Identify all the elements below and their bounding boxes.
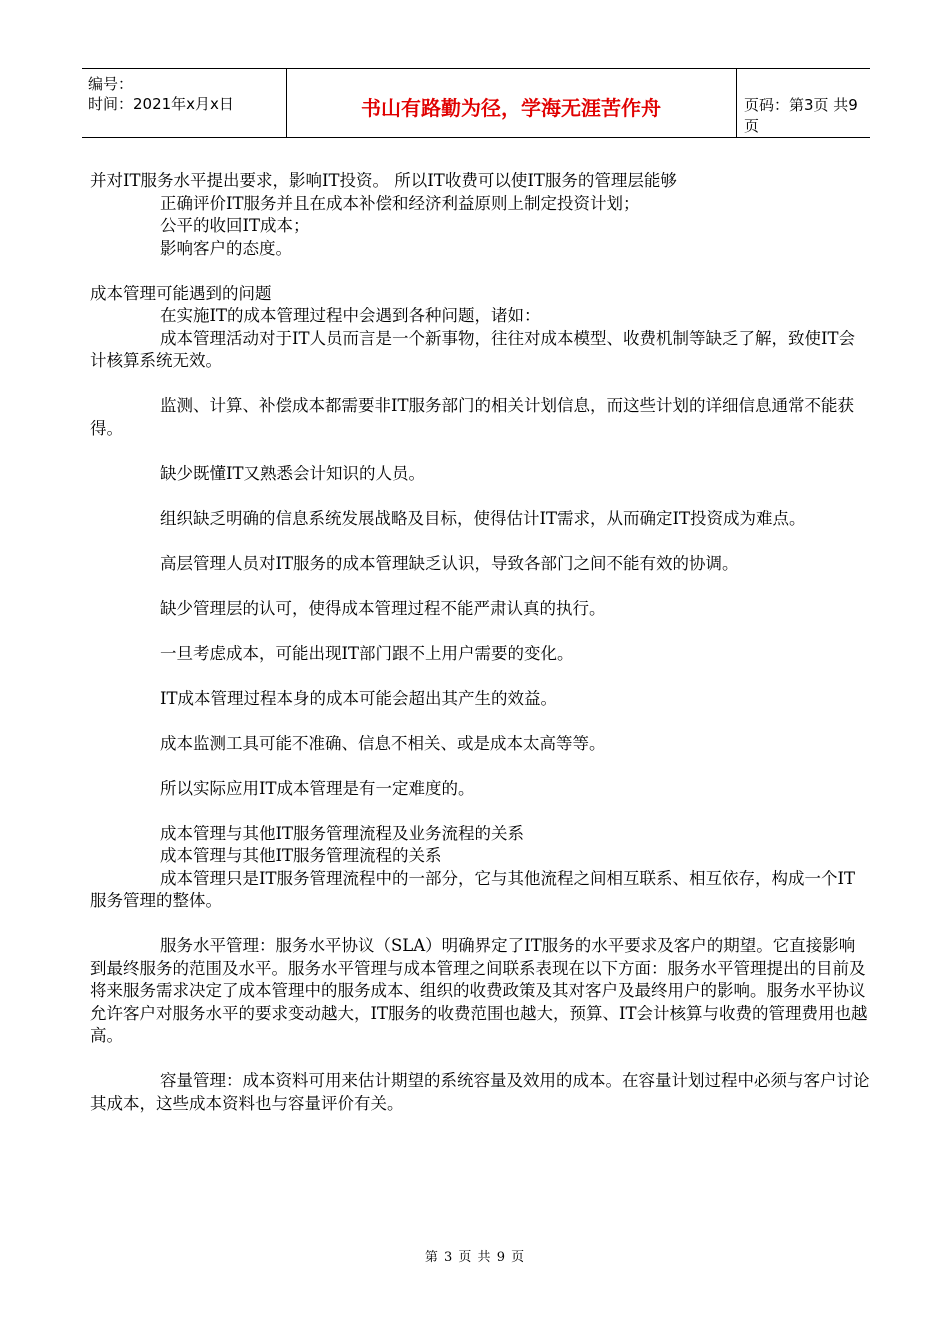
- paragraph: 容量管理：成本资料可用来估计期望的系统容量及效用的成本。在容量计划过程中必须与客户讨论其成本，这些成本资料也与容量评价有关。: [90, 1071, 870, 1113]
- paragraph: 成本监测工具可能不准确、信息不相关、或是成本太高等等。: [160, 733, 606, 753]
- paragraph: 成本管理只是IT服务管理流程中的一部分，它与其他流程之间相互联系、相互依存，构成一个IT服务管理的整体。: [90, 868, 856, 910]
- header-table: [82, 68, 870, 138]
- paragraph: 影响客户的态度。: [160, 238, 292, 258]
- paragraph: 正确评价IT服务并且在成本补偿和经济利益原则上制定投资计划；: [160, 193, 640, 213]
- paragraph: 一旦考虑成本，可能出现IT部门跟不上用户需要的变化。: [160, 643, 574, 663]
- header-left-cell: [82, 69, 287, 137]
- paragraph: 高层管理人员对IT服务的成本管理缺乏认识，导致各部门之间不能有效的协调。: [160, 553, 739, 573]
- paragraph: IT成本管理过程本身的成本可能会超出其产生的效益。: [160, 688, 558, 708]
- motto-text: 书山有路勤为径，学海无涯苦作舟: [361, 96, 661, 120]
- header-page-cell: [736, 69, 870, 137]
- section-heading: 成本管理可能遇到的问题: [90, 283, 272, 303]
- document-body: [90, 170, 870, 1115]
- paragraph: 成本管理活动对于IT人员而言是一个新事物，往往对成本模型、收费机制等缺乏了解，致使IT会计核算系统无效。: [90, 328, 856, 370]
- paragraph: 服务水平管理：服务水平协议（SLA）明确界定了IT服务的水平要求及客户的期望。它直接影响到最终服务的范围及水平。服务水平管理与成本管理之间联系表现在以下方面：服务水平管理提出的目前及将来服务需求决定了成本管理中的服务成本、组织的收费政策及其对客户及最终用户的影响。服务水平协议允许客户对服务水平的要求变动越大，IT服务的收费范围也越大，预算、IT会计核算与收费的管理费用也越高。: [90, 936, 868, 1045]
- paragraph: 公平的收回IT成本；: [160, 216, 310, 235]
- paragraph: 缺少管理层的认可，使得成本管理过程不能严肃认真的执行。: [160, 598, 606, 618]
- paragraph: 所以实际应用IT成本管理是有一定难度的。: [160, 778, 475, 798]
- number-label: 编号：: [88, 75, 134, 93]
- paragraph: 并对IT服务水平提出要求，影响IT投资。 所以IT收费可以使IT服务的管理层能够: [90, 171, 677, 190]
- paragraph: 在实施IT的成本管理过程中会遇到各种问题，诸如：: [160, 306, 541, 325]
- section-subheading: 成本管理与其他IT服务管理流程的关系: [160, 846, 442, 865]
- paragraph: 监测、计算、补偿成本都需要非IT服务部门的相关计划信息，而这些计划的详细信息通常不能获得。: [90, 396, 855, 438]
- paragraph: 组织缺乏明确的信息系统发展战略及目标，使得估计IT需求，从而确定IT投资成为难点。: [160, 508, 806, 528]
- header-motto-cell: [286, 69, 737, 137]
- page-number-label: 页码：第3页 共9页: [744, 96, 858, 135]
- page-footer: 第 3 页 共 9 页: [424, 1250, 526, 1265]
- paragraph: 缺少既懂IT又熟悉会计知识的人员。: [160, 463, 426, 483]
- section-heading: 成本管理与其他IT服务管理流程及业务流程的关系: [160, 823, 525, 843]
- time-label: 时间：2021年x月x日: [88, 95, 234, 113]
